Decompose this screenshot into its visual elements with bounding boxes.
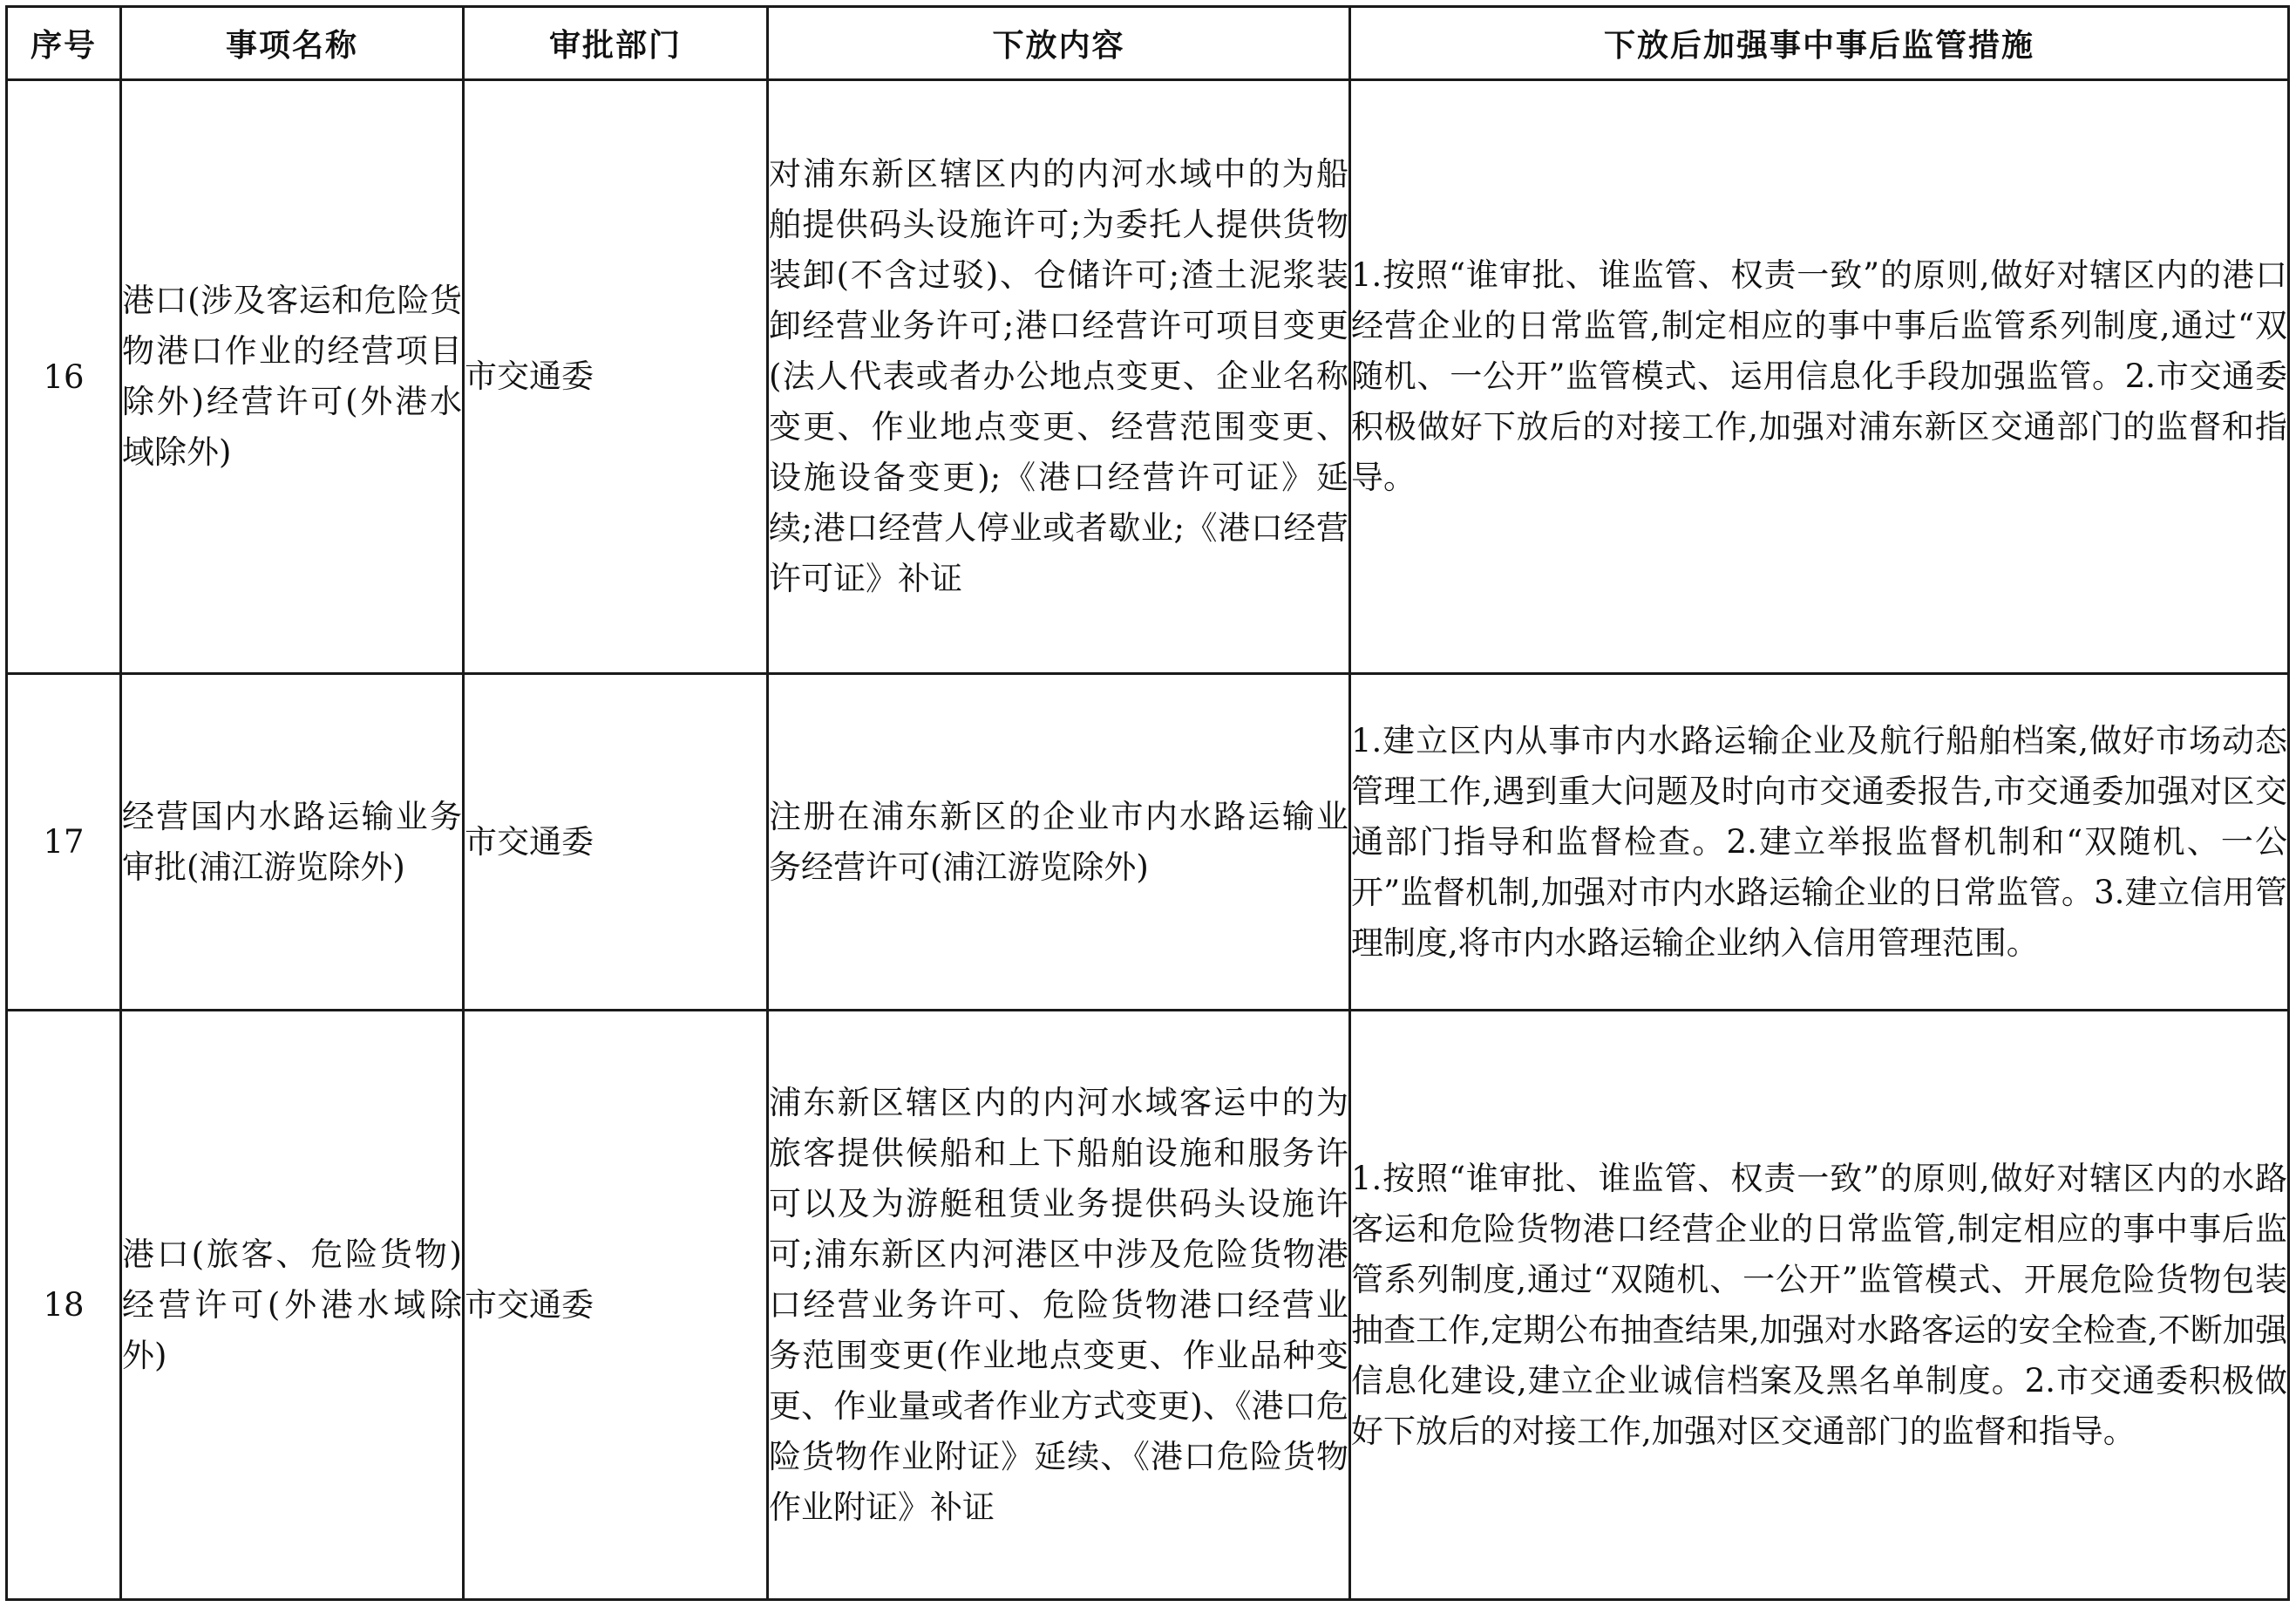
supervision-measures: 1.按照“谁审批、谁监管、权责一致”的原则,做好对辖区内的港口经营企业的日常监管,制定相应的事中事后监管系列制度,通过“双随机、一公开”监管模式、运用信息化手段加强监管。2.市交通委积极做好下放后的对接工作,加强对浦东新区交通部门的监督和指导。 [1350, 80, 2289, 674]
table-row [7, 80, 2289, 674]
row-number: 18 [7, 1011, 121, 1600]
delegated-content: 浦东新区辖区内的内河水域客运中的为旅客提供候船和上下船舶设施和服务许可以及为游艇租赁业务提供码头设施许可;浦东新区内河港区中涉及危险货物港口经营业务许可、危险货物港口经营业务范围变更(作业地点变更、作业品种变更、作业量或者作业方式变更)、《港口危险货物作业附证》延续、《港口危险货物作业附证》补证 [768, 1011, 1350, 1600]
header-content: 下放内容 [768, 7, 1350, 80]
table-row [7, 1011, 2289, 1600]
header-no: 序号 [7, 7, 121, 80]
item-name: 港口(旅客、危险货物)经营许可(外港水域除外) [121, 1011, 464, 1600]
supervision-measures: 1.建立区内从事市内水路运输企业及航行船舶档案,做好市场动态管理工作,遇到重大问题及时向市交通委报告,市交通委加强对区交通部门指导和监督检查。2.建立举报监督机制和“双随机、一公开”监督机制,加强对市内水路运输企业的日常监管。3.建立信用管理制度,将市内水路运输企业纳入信用管理范围。 [1350, 674, 2289, 1011]
header-dept: 审批部门 [464, 7, 768, 80]
approval-delegation-table [5, 5, 2290, 1601]
item-name: 港口(涉及客运和危险货物港口作业的经营项目除外)经营许可(外港水域除外) [121, 80, 464, 674]
delegated-content: 注册在浦东新区的企业市内水路运输业务经营许可(浦江游览除外) [768, 674, 1350, 1011]
row-number: 16 [7, 80, 121, 674]
approval-department: 市交通委 [464, 80, 768, 674]
item-name: 经营国内水路运输业务审批(浦江游览除外) [121, 674, 464, 1011]
approval-department: 市交通委 [464, 1011, 768, 1600]
delegated-content: 对浦东新区辖区内的内河水域中的为船舶提供码头设施许可;为委托人提供货物装卸(不含过驳)、仓储许可;渣土泥浆装卸经营业务许可;港口经营许可项目变更(法人代表或者办公地点变更、企业名称变更、作业地点变更、经营范围变更、设施设备变更);《港口经营许可证》延续;港口经营人停业或者歇业;《港口经营许可证》补证 [768, 80, 1350, 674]
supervision-measures: 1.按照“谁审批、谁监管、权责一致”的原则,做好对辖区内的水路客运和危险货物港口经营企业的日常监管,制定相应的事中事后监管系列制度,通过“双随机、一公开”监管模式、开展危险货物包装抽查工作,定期公布抽查结果,加强对水路客运的安全检查,不断加强信息化建设,建立企业诚信档案及黑名单制度。2.市交通委积极做好下放后的对接工作,加强对区交通部门的监督和指导。 [1350, 1011, 2289, 1600]
header-name: 事项名称 [121, 7, 464, 80]
approval-department: 市交通委 [464, 674, 768, 1011]
table-row [7, 674, 2289, 1011]
header-row [7, 7, 2289, 80]
header-measures: 下放后加强事中事后监管措施 [1350, 7, 2289, 80]
row-number: 17 [7, 674, 121, 1011]
